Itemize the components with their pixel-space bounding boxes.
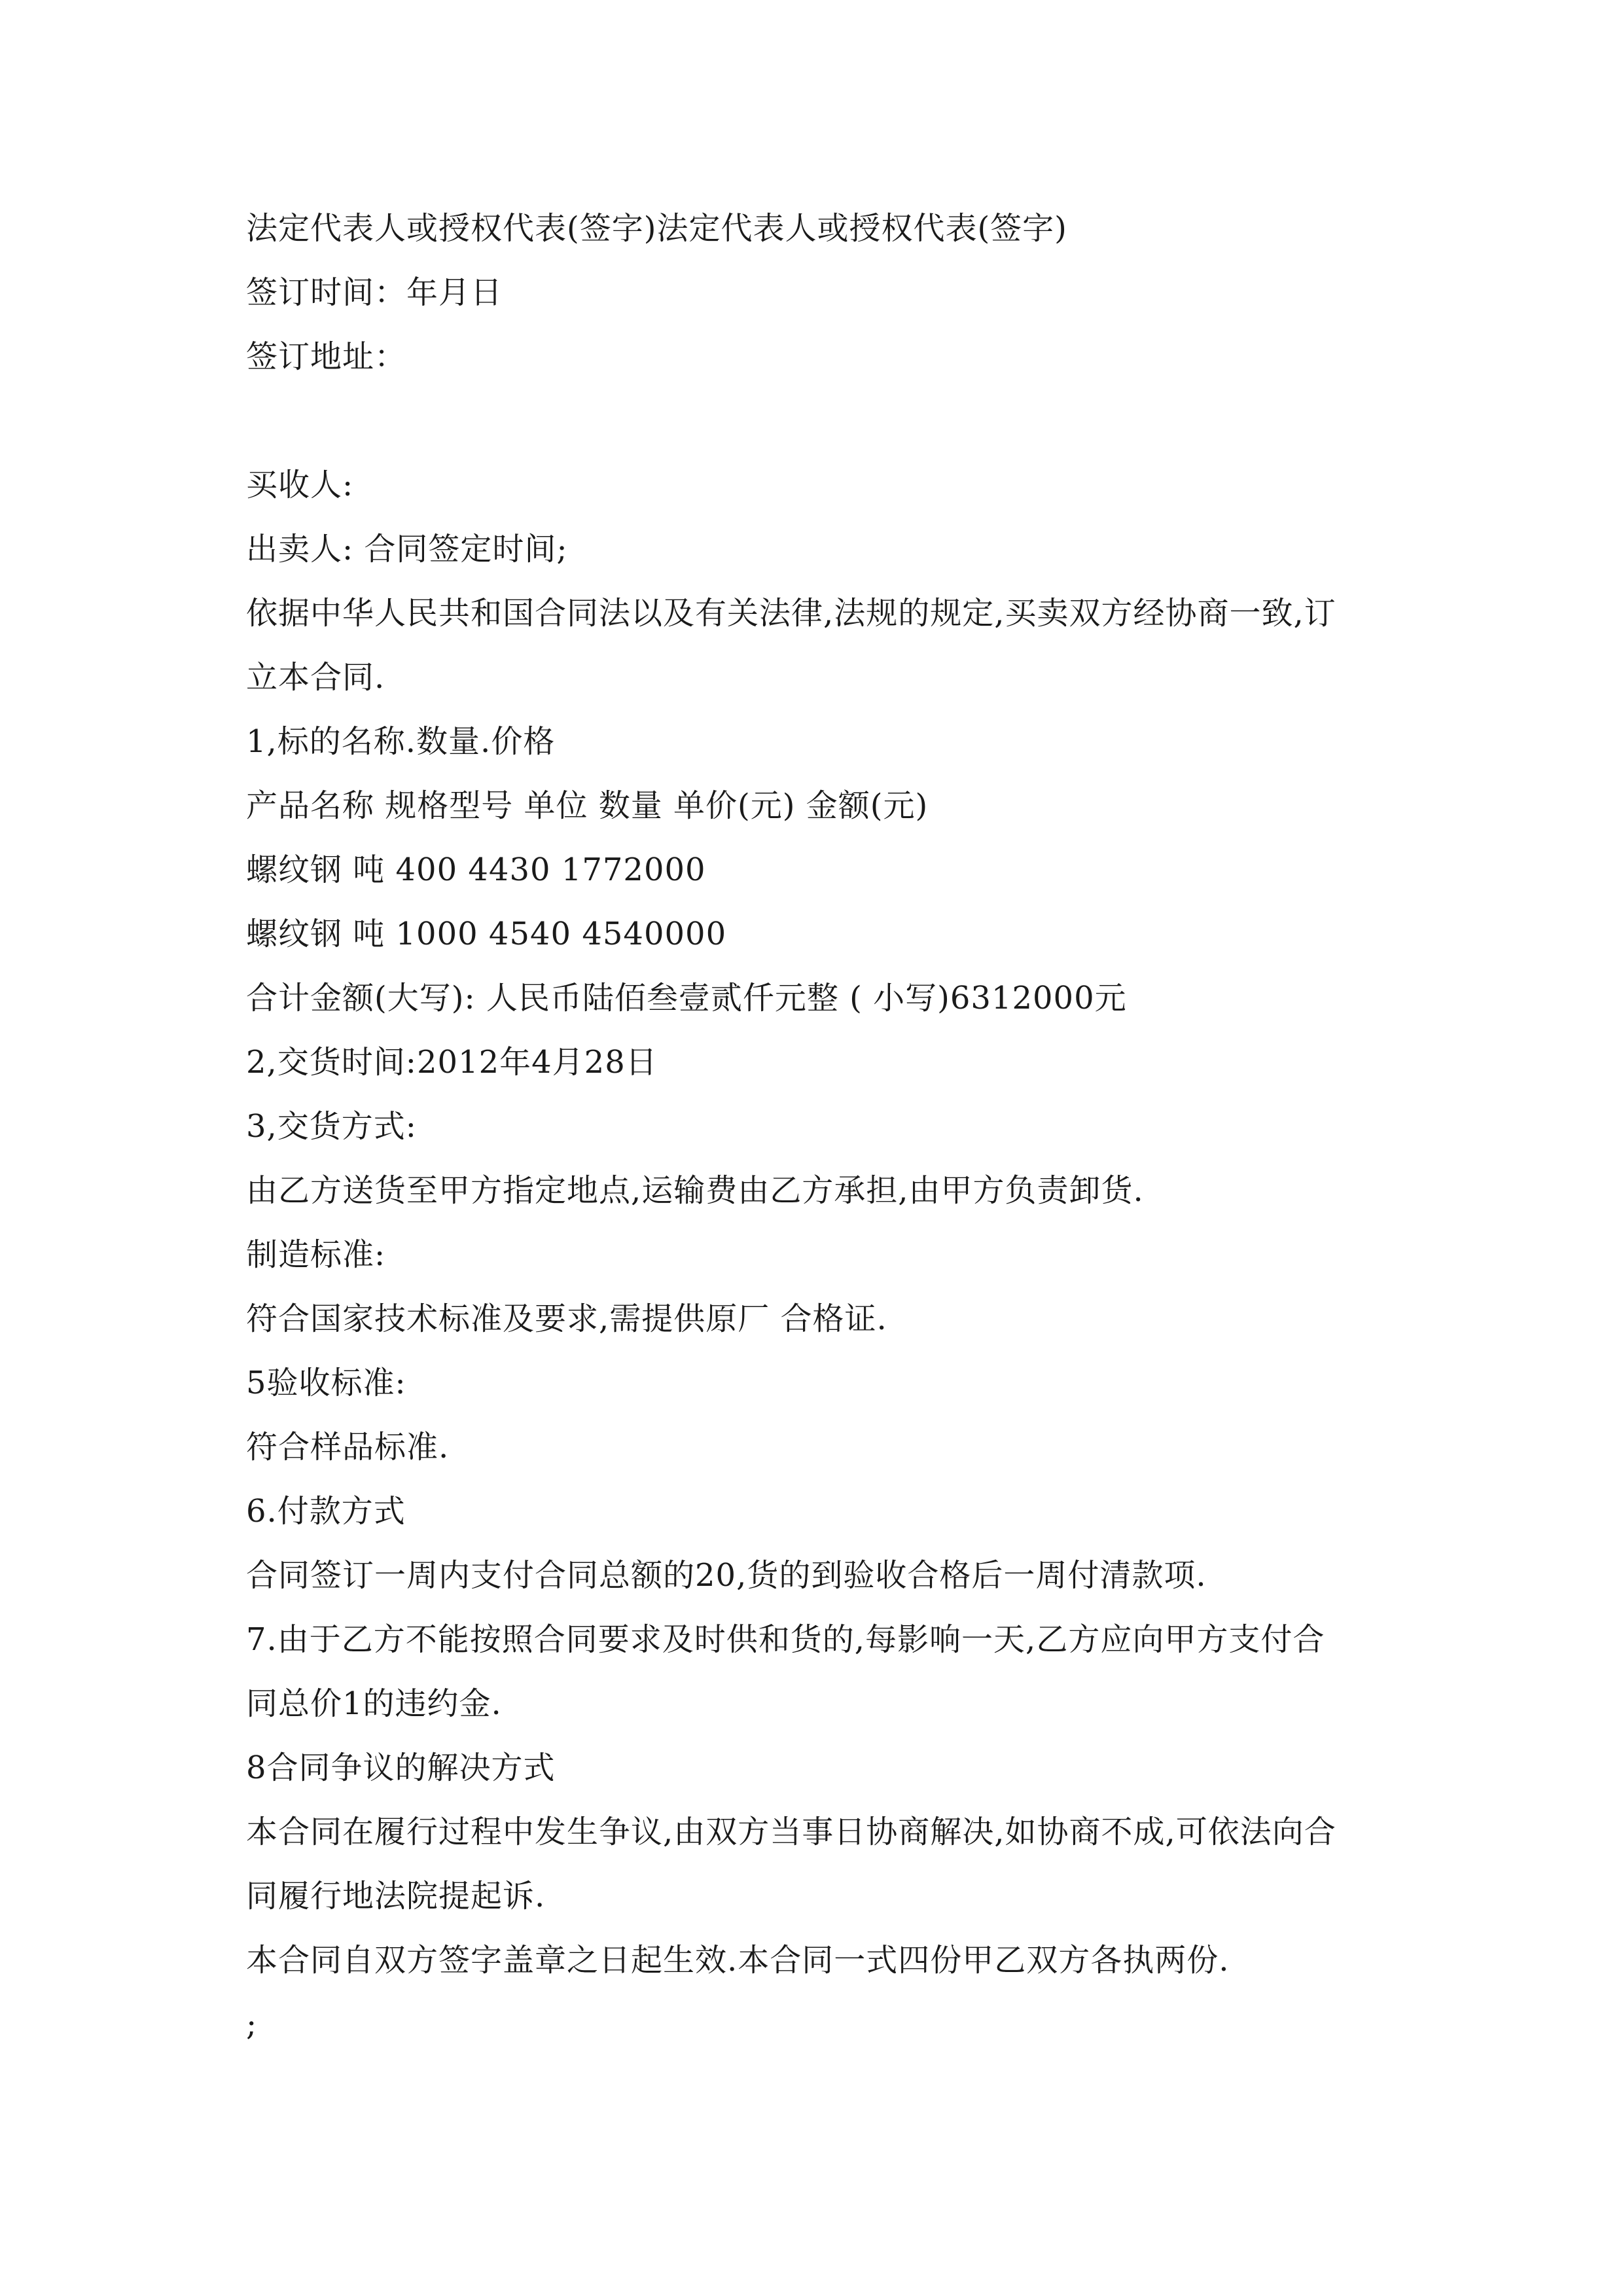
manufacturing-standard-title: 制造标准: — [246, 1236, 386, 1273]
preamble-line-2: 立本合同. — [246, 659, 385, 696]
section-5-title: 5验收标准: — [246, 1365, 406, 1401]
product-table-header: 产品名称 规格型号 单位 数量 单价(元) 金额(元) — [246, 787, 929, 824]
section-5-body: 符合样品标准. — [246, 1429, 450, 1465]
document-body — [246, 196, 1398, 2056]
representative-signature-line: 法定代表人或授权代表(签字)法定代表人或授权代表(签字) — [246, 210, 1067, 247]
product-row-1: 螺纹钢 吨 400 4430 1772000 — [246, 852, 706, 888]
seller-line: 出卖人: 合同签定时间; — [246, 531, 568, 567]
blank-gap — [246, 389, 1398, 453]
effectiveness-clause: 本合同自双方签字盖章之日起生效.本合同一式四份甲乙双方各执两份. — [246, 1942, 1230, 1979]
section-3-title: 3,交货方式: — [246, 1108, 417, 1145]
manufacturing-standard-body: 符合国家技术标准及要求,需提供原厂 合格证. — [246, 1300, 887, 1337]
product-row-2: 螺纹钢 吨 1000 4540 4540000 — [246, 916, 727, 952]
section-1-title: 1,标的名称.数量.价格 — [246, 723, 556, 760]
section-3-body: 由乙方送货至甲方指定地点,运输费由乙方承担,由甲方负责卸货. — [246, 1172, 1144, 1209]
section-8-body-2: 同履行地法院提起诉. — [246, 1878, 546, 1914]
section-7-line-2: 同总价1的违约金. — [246, 1685, 502, 1722]
signing-time: 签订时间：年月日 — [246, 274, 503, 311]
trailing-mark: ; — [246, 2006, 258, 2043]
section-6-title: 6.付款方式 — [246, 1493, 406, 1530]
section-6-body: 合同签订一周内支付合同总额的20,货的到验收合格后一周付清款项. — [246, 1557, 1207, 1594]
section-7-line-1: 7.由于乙方不能按照合同要求及时供和货的,每影响一天,乙方应向甲方支付合 — [246, 1621, 1325, 1658]
total-amount: 合计金额(大写): 人民币陆佰叁壹贰仟元整 ( 小写)6312000元 — [246, 980, 1127, 1016]
section-2-delivery-time: 2,交货时间:2012年4月28日 — [246, 1044, 658, 1081]
preamble-line-1: 依据中华人民共和国合同法以及有关法律,法规的规定,买卖双方经协商一致,订 — [246, 595, 1336, 632]
section-8-title: 8合同争议的解决方式 — [246, 1749, 556, 1786]
buyer-line: 买收人: — [246, 467, 354, 503]
section-8-body-1: 本合同在履行过程中发生争议,由双方当事日协商解决,如协商不成,可依法向合 — [246, 1814, 1336, 1850]
signing-address: 签订地址： — [246, 338, 407, 375]
